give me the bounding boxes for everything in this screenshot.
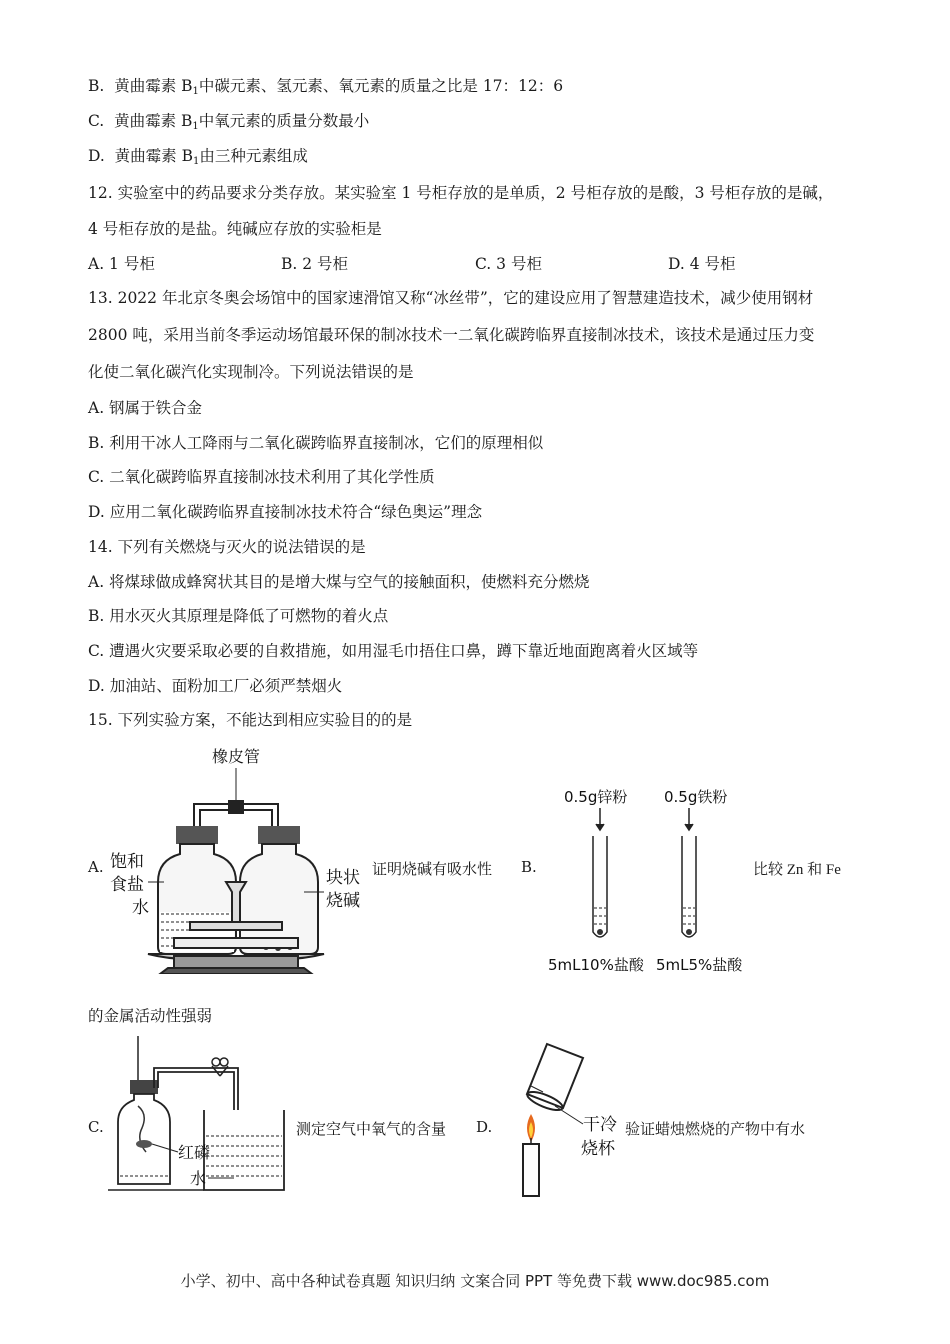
q15-a-figure — [108, 742, 373, 974]
q15-c-label: C. — [88, 1118, 104, 1136]
q15-a-caption: 证明烧碱有吸水性 — [372, 860, 493, 878]
candle — [523, 1138, 539, 1196]
q14-option-a: A. 将煤球做成蜂窝状其目的是增大煤与空气的接触面积，使燃料充分燃烧 — [88, 573, 590, 591]
q11-option-d: D. 黄曲霉素 $B_1$由三种元素组成 — [88, 147, 308, 167]
q12-option-d: D. 4 号柜 — [668, 255, 736, 273]
q14-option-c: C. 遭遇火灾要采取必要的自救措施，如用湿毛巾捂住口鼻，蹲下靠近地面跑离着火区域等 — [88, 642, 699, 660]
rubber-tube-label: 橡皮管 — [212, 747, 261, 766]
page-footer: 小学、初中、高中各种试卷真题 知识归纳 文案合同 PPT 等免费下载 www.doc985.com — [180, 1272, 770, 1290]
red-phosphorus-label: 红磷 — [178, 1143, 211, 1162]
right-bottle — [240, 826, 318, 954]
q15-b-caption-cont: 的金属活动性强弱 — [88, 1007, 213, 1025]
q13-option-a: A. 钢属于铁合金 — [88, 399, 203, 417]
iron-test-tube — [682, 836, 696, 937]
q15-d-figure — [505, 1040, 623, 1198]
q13-stem-line3: 化使二氧化碳汽化实现制冷。下列说法错误的是 — [88, 363, 414, 381]
q15-a-label: A. — [88, 858, 104, 876]
right-label-line2: 烧碱 — [326, 891, 360, 911]
q13-stem-line1: 13. 2022 年北京冬奥会场馆中的国家速滑馆又称“冰丝带”，它的建设应用了智慧建造技术，减少使用钢材 — [88, 289, 814, 307]
candle-flame — [527, 1114, 535, 1142]
water-label: 水 — [190, 1169, 207, 1188]
dry-cold-beaker — [525, 1044, 583, 1114]
q12-option-b: B. 2 号柜 — [281, 255, 349, 273]
zinc-test-tube — [593, 836, 607, 937]
q12-stem-line2: 4 号柜存放的是盐。纯碱应存放的实验柜是 — [88, 220, 382, 238]
left-acid-label: 5mL10%盐酸 — [548, 956, 644, 974]
q15-stem: 15. 下列实验方案，不能达到相应实验目的的是 — [88, 711, 413, 729]
q12-stem-line1: 12. 实验室中的药品要求分类存放。某实验室 1 号柜存放的是单质，2 号柜存放的是酸，3 号柜存放的是碱， — [88, 184, 834, 202]
q15-b-figure — [548, 784, 753, 974]
q14-option-d: D. 加油站、面粉加工厂必须严禁烟火 — [88, 677, 343, 695]
q13-option-d: D. 应用二氧化碳跨临界直接制冰技术符合“绿色奥运”理念 — [88, 503, 483, 521]
left-label-line2: 食盐 — [110, 875, 144, 895]
q12-option-a: A. 1 号柜 — [88, 255, 155, 273]
q15-d-label: D. — [476, 1118, 493, 1136]
iron-powder-label: 0.5g铁粉 — [664, 788, 728, 806]
q15-d-caption: 验证蜡烛燃烧的产物中有水 — [625, 1120, 806, 1138]
left-label-line1: 饱和 — [110, 852, 144, 872]
q14-option-b: B. 用水灭火其原理是降低了可燃物的着火点 — [88, 607, 389, 625]
q15-c-caption: 测定空气中氧气的含量 — [296, 1120, 447, 1138]
q11-option-c: C. 黄曲霉素 $B_1$中氧元素的质量分数最小 — [88, 112, 370, 132]
left-label-line3: 水 — [132, 898, 149, 918]
q14-stem: 14. 下列有关燃烧与灭火的说法错误的是 — [88, 538, 366, 556]
cup-label-line2: 烧杯 — [581, 1139, 615, 1159]
q11-option-b: B. 黄曲霉素 $B_1$中碳元素、氢元素、氧元素的质量之比是 17：12：6 — [88, 77, 564, 97]
q15-c-figure — [108, 1036, 293, 1196]
q13-option-c: C. 二氧化碳跨临界直接制冰技术利用了其化学性质 — [88, 468, 435, 486]
left-bottle — [158, 826, 236, 954]
q13-stem-line2: 2800 吨，采用当前冬季运动场馆最环保的制冰技术一二氧化碳跨临界直接制冰技术，该技术是通过压力变 — [88, 326, 815, 344]
spring-clip — [212, 1058, 228, 1076]
q12-options — [88, 254, 868, 274]
q15-b-label: B. — [521, 858, 537, 876]
q15-b-caption: 比较 Zn 和 Fe — [753, 862, 841, 878]
cup-label-line1: 干冷 — [583, 1115, 617, 1135]
gas-bottle — [118, 1080, 170, 1184]
tube-clip — [228, 800, 244, 814]
right-label-line1: 块状 — [326, 868, 360, 888]
right-acid-label: 5mL5%盐酸 — [656, 956, 743, 974]
q13-option-b: B. 利用干冰人工降雨与二氧化碳跨临界直接制冰，它们的原理相似 — [88, 434, 544, 452]
zinc-powder-label: 0.5g锌粉 — [564, 788, 628, 806]
q12-option-c: C. 3 号柜 — [475, 255, 542, 273]
